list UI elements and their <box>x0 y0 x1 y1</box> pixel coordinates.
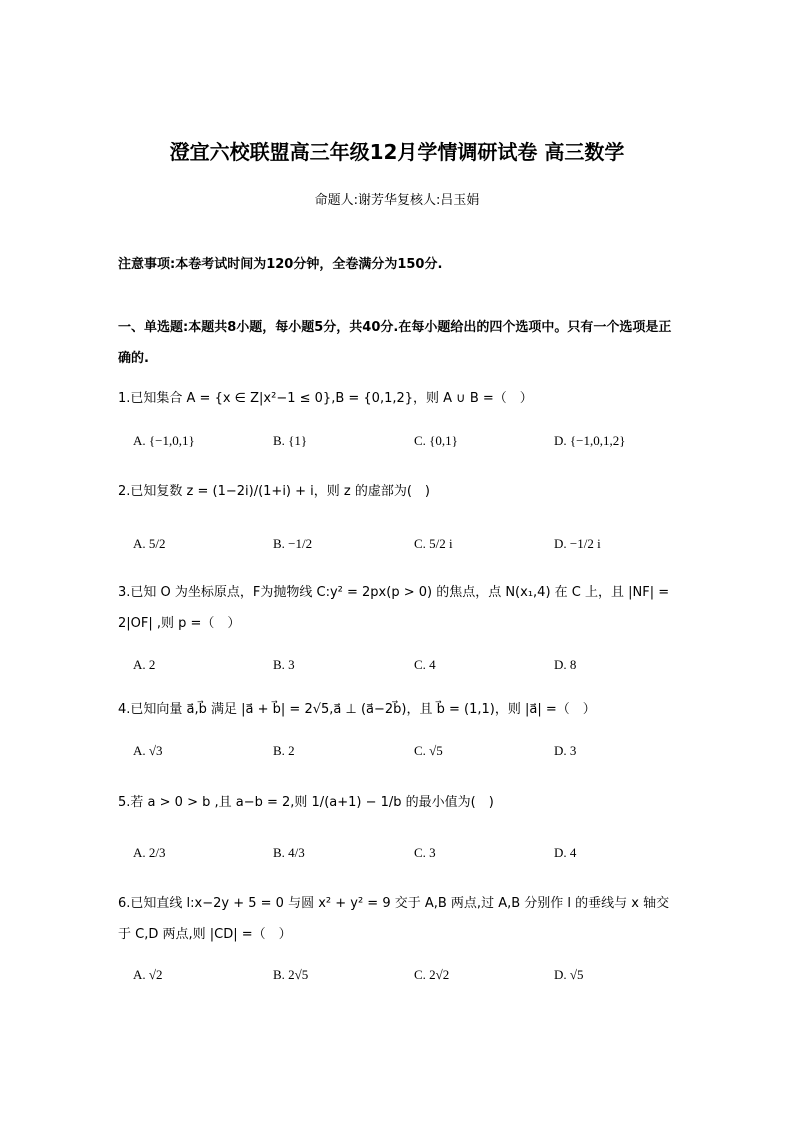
option-b: B. 4/3 <box>273 845 305 860</box>
option-b: B. {1} <box>273 433 308 448</box>
question-stem: 1.已知集合 A = {x ∈ Z|x²−1 ≤ 0},B = {0,1,2}，则 A ∪ B =（ ） <box>118 391 533 406</box>
notice: 注意事项:本卷考试时间为120分钟，全卷满分为150分. <box>118 257 443 272</box>
question-3-options <box>0 657 794 681</box>
option-b: B. −1/2 <box>273 536 313 551</box>
authors-line: 命题人:谢芳华复核人:吕玉娟 <box>314 193 480 208</box>
question-1 <box>118 383 678 414</box>
option-a: A. {−1,0,1} <box>133 433 195 448</box>
option-d: D. 8 <box>554 657 577 672</box>
option-d: D. 4 <box>554 845 577 860</box>
question-4 <box>118 694 678 725</box>
option-a: A. 2/3 <box>133 845 166 860</box>
question-5-options <box>0 845 794 869</box>
option-a: A. √2 <box>133 967 163 982</box>
section-heading: 一、单选题:本题共8小题，每小题5分，共40分.在每小题给出的四个选项中。只有一个选项是正确的. <box>118 320 672 366</box>
option-d: D. −1/2 i <box>554 536 601 551</box>
question-stem: 6.已知直线 l:x−2y + 5 = 0 与圆 x² + y² = 9 交于 A,B 两点,过 A,B 分别作 l 的垂线与 x 轴交于 C,D 两点,则 |CD| =（ ） <box>118 896 670 942</box>
option-b: B. 2√5 <box>273 967 309 982</box>
option-c: C. 4 <box>414 657 436 672</box>
page-title: 澄宜六校联盟高三年级12月学情调研试卷 高三数学 <box>169 140 625 164</box>
option-a: A. √3 <box>133 743 163 758</box>
question-6-options <box>0 967 794 991</box>
option-c: C. {0,1} <box>414 433 458 448</box>
option-d: D. {−1,0,1,2} <box>554 433 626 448</box>
question-6 <box>118 888 678 950</box>
question-4-options <box>0 743 794 767</box>
question-stem: 4.已知向量 a⃗,b⃗ 满足 |a⃗ + b⃗| = 2√5,a⃗ ⊥ (a⃗−2b⃗)，且 b⃗ = (1,1)，则 |a⃗| =（ ） <box>118 702 596 717</box>
question-1-options <box>0 433 794 457</box>
question-stem: 2.已知复数 z = (1−2i)/(1+i) + i，则 z 的虚部为( ) <box>118 484 431 499</box>
option-a: A. 5/2 <box>133 536 166 551</box>
option-c: C. 3 <box>414 845 436 860</box>
question-3 <box>118 577 678 639</box>
question-5 <box>118 787 678 818</box>
option-c: C. √5 <box>414 743 443 758</box>
option-b: B. 3 <box>273 657 295 672</box>
option-d: D. √5 <box>554 967 584 982</box>
option-c: C. 2√2 <box>414 967 450 982</box>
option-b: B. 2 <box>273 743 295 758</box>
question-stem: 5.若 a > 0 > b ,且 a−b = 2,则 1/(a+1) − 1/b 的最小值为( ) <box>118 795 494 810</box>
option-d: D. 3 <box>554 743 577 758</box>
question-2-options <box>0 536 794 560</box>
question-2 <box>118 476 678 507</box>
option-c: C. 5/2 i <box>414 536 453 551</box>
option-a: A. 2 <box>133 657 156 672</box>
question-stem: 3.已知 O 为坐标原点，F为抛物线 C:y² = 2px(p > 0) 的焦点，点 N(x₁,4) 在 C 上，且 |NF| = 2|OF| ,则 p =（ ） <box>118 585 670 631</box>
